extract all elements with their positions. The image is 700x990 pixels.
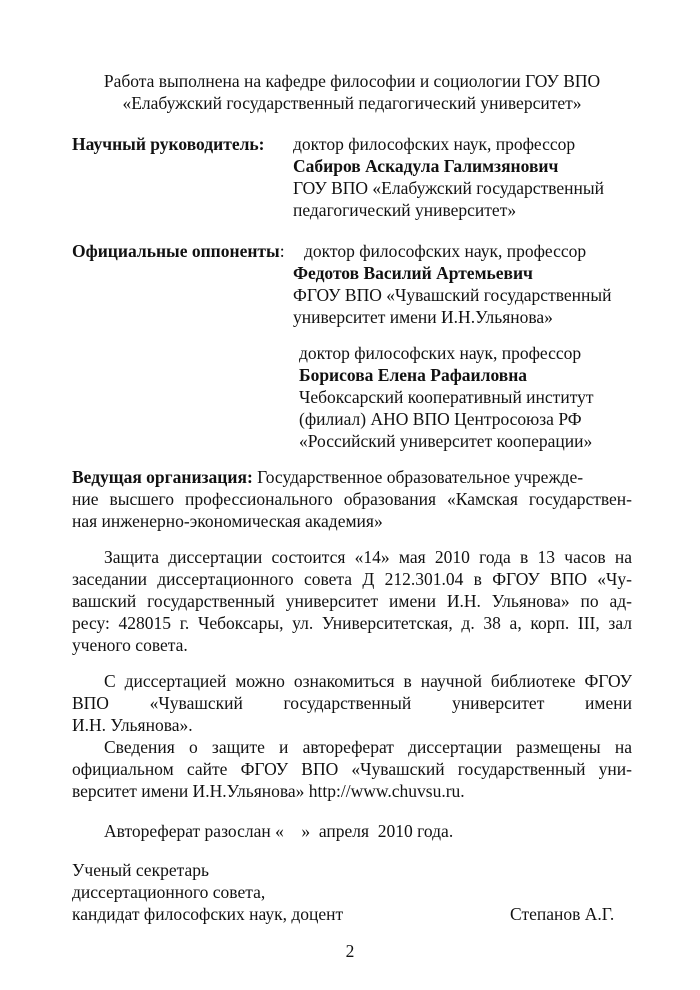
lead-org-line-1 <box>72 466 583 488</box>
opponent-2-org-line-2: (филиал) АНО ВПО Центросоюза РФ <box>299 409 582 429</box>
header-line-1: Работа выполнена на кафедре философии и социологии ГОУ ВПО <box>103 71 601 91</box>
header-line-2: «Елабужский государственный педагогический университет» <box>122 93 582 113</box>
advisor-name: Сабиров Аскадула Галимзянович <box>293 156 559 176</box>
advisor-degree: доктор философских наук, профессор <box>293 134 576 154</box>
lead-org-line-2: ние высшего профессионального образования «Камская государствен- <box>72 489 632 509</box>
defense-line-5: ученого совета. <box>72 635 188 655</box>
opponent-2-org-line-1: Чебоксарский кооперативный институт <box>299 387 594 407</box>
opponents-colon: : <box>279 241 285 261</box>
advisor-org-line-2: педагогический университет» <box>293 200 517 220</box>
advisor-org-line-1: ГОУ ВПО «Елабужский государственный <box>293 178 605 198</box>
secretary-line-1: Ученый секретарь <box>72 860 209 880</box>
defense-line-4: ресу: 428015 г. Чебоксары, ул. Университетская, д. 38 а, корп. III, зал <box>72 613 632 633</box>
website-line-1: Сведения о защите и автореферат диссертации размещены на <box>104 737 632 757</box>
lead-org-label: Ведущая организация: <box>72 467 253 487</box>
secretary-name: Степанов А.Г. <box>510 904 615 924</box>
library-line-2: ВПО «Чувашский государственный университет имени <box>72 693 632 713</box>
opponent-1-org-line-1: ФГОУ ВПО «Чувашский государственный <box>293 285 612 305</box>
secretary-line-2: диссертационного совета, <box>72 882 266 902</box>
website-line-2: официальном сайте ФГОУ ВПО «Чувашский государственный уни- <box>72 759 632 779</box>
sent-date: Автореферат разослан « » апреля 2010 года. <box>104 821 454 841</box>
defense-line-2: заседании диссертационного совета Д 212.301.04 в ФГОУ ВПО «Чу- <box>72 569 632 589</box>
lead-org-line-3: ная инженерно-экономическая академия» <box>72 511 383 531</box>
library-line-3: И.Н. Ульянова». <box>72 715 193 735</box>
page-number: 2 <box>345 941 355 961</box>
defense-line-3: вашский государственный университет имени И.Н. Ульянова» по ад- <box>72 591 632 611</box>
opponents-label: Официальные оппоненты <box>72 241 280 261</box>
opponent-2-org-line-3: «Российский университет кооперации» <box>299 431 593 451</box>
lead-org-text-1: Государственное образовательное учрежде- <box>257 467 584 487</box>
advisor-label: Научный руководитель: <box>72 134 265 154</box>
opponent-1-org-line-2: университет имени И.Н.Ульянова» <box>293 307 553 327</box>
opponents-heading <box>72 240 285 262</box>
library-line-1: С диссертацией можно ознакомиться в научной библиотеке ФГОУ <box>104 671 632 691</box>
opponent-2-name: Борисова Елена Рафаиловна <box>299 365 528 385</box>
website-line-3: верситет имени И.Н.Ульянова» http://www.chuvsu.ru. <box>72 781 465 801</box>
defense-line-1: Защита диссертации состоится «14» мая 2010 года в 13 часов на <box>104 547 632 567</box>
opponent-1-degree: доктор философских наук, профессор <box>304 241 587 261</box>
opponent-2-degree: доктор философских наук, профессор <box>299 343 582 363</box>
secretary-line-3: кандидат философских наук, доцент <box>72 904 344 924</box>
opponent-1-name: Федотов Василий Артемьевич <box>293 263 533 283</box>
